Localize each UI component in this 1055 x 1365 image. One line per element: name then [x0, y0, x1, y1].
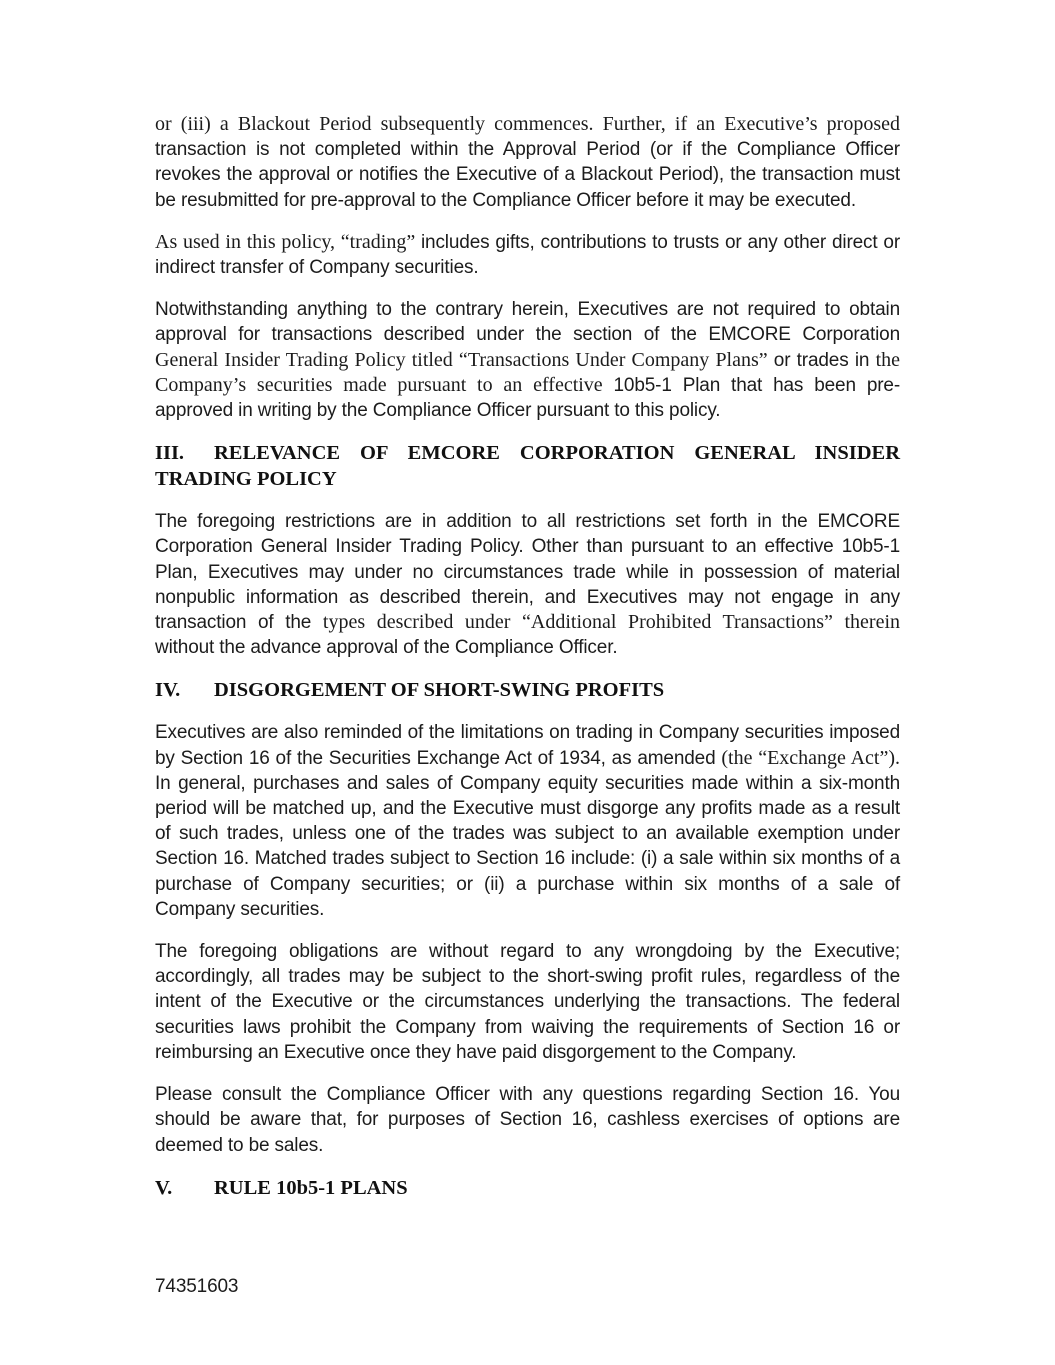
text-segment: Executives are also reminded of the limitations on trading in Company securities imposed by Section 16 of the Securities Exchange Act of 1934, as amended: [155, 722, 900, 769]
text-segment: (the “Exchange Act”).: [721, 746, 900, 769]
text-segment: without the advance approval of the Compliance Officer.: [155, 637, 618, 659]
heading-4-number: IV.: [155, 679, 181, 702]
text-segment: Please consult the Compliance Officer with any questions regarding Section 16. You should be aware that, for purposes of Section 16, cashless exercises of options are deemed to be sales.: [155, 1084, 900, 1156]
paragraph-consult-compliance-officer: [155, 1082, 900, 1158]
text-segment: the Company’s securities made pursuant to an effective: [155, 348, 900, 396]
paragraph-trading-definition: [155, 230, 900, 280]
paragraph-preapproval-exceptions: [155, 297, 900, 423]
text-segment: General Insider Trading Policy titled “Transactions Under Company Plans”: [155, 348, 774, 371]
text-segment: or (iii) a Blackout Period subsequently commences. Further, if an Executive’s proposed: [155, 113, 900, 135]
footer-document-number: 74351603: [155, 1276, 239, 1297]
text-segment: Notwithstanding anything to the contrary herein, Executives are not required to obtain approval for transactions described under the section of the EMCORE Corporation: [155, 299, 900, 346]
text-segment: As used in this policy, “trading”: [155, 230, 421, 253]
paragraph-foregoing-obligations: [155, 939, 900, 1065]
text-segment: The foregoing obligations are without regard to any wrongdoing by the Executive; accordingly, all trades may be subject to the short-swing profit rules, regardless of the intent of the Executive or the circumstances underlying the transactions. The federal securities laws prohibit the Company from waiving the requirements of Section 16 or reimbursing an Executive once they have paid disgorgement to the Company.: [155, 941, 900, 1063]
text-segment: The foregoing restrictions are in addition to all restrictions set forth in the EMCORE Corporation General Insider Trading Policy. Other than pursuant to an effective 10b5-1 Plan, Executives may under no circumstances trade while in possession of material nonpublic information as described therein, and Executives may not engage in any transaction of the: [155, 511, 900, 634]
text-segment: 10b5-1 Plan that has been pre-approved in writing by the Compliance Officer pursuant to this policy.: [155, 374, 901, 422]
heading-3-title: RELEVANCE OF EMCORE CORPORATION GENERAL INSIDER: [214, 442, 900, 465]
heading-relevance-of-general-policy: [155, 440, 900, 492]
heading-3-line-2: TRADING POLICY: [155, 468, 337, 491]
heading-5-title: RULE 10b5-1 PLANS: [214, 1176, 408, 1199]
heading-5-number: V.: [155, 1176, 173, 1199]
text-segment: includes gifts, contributions to trusts or any other direct or indirect transfer of Company securities.: [155, 231, 901, 279]
heading-disgorgement: [155, 677, 900, 703]
paragraph-approval-period-continuation: [155, 112, 900, 213]
text-segment: transaction is not completed within the Approval Period (or if the Compliance Officer revokes the approval or notifies the Executive of a Blackout Period), the transaction must be resubmitted for pre-approval to the Compliance Officer before it may be executed.: [155, 139, 900, 211]
paragraph-foregoing-restrictions: [155, 509, 900, 660]
text-segment: types described under “Additional Prohibited Transactions” therein: [322, 611, 900, 634]
heading-3-number: III.: [155, 442, 185, 465]
text-segment: or trades in: [773, 349, 876, 371]
heading-3-line-1: [155, 440, 900, 466]
text-segment: In general, purchases and sales of Company equity securities made within a six-month period will be matched up, and the Executive must disgorge any profits made as a result of such trades, unless one of the trades was subject to an available exemption under Section 16. Matched trades subject to Section 16 include: (i) a sale within six months of a purchase of Company securities; or (ii) a purchase within six months of a sale of Company securities.: [155, 772, 900, 920]
paragraph-section16-limitations: [155, 720, 900, 922]
heading-rule-10b5-1-plans: [155, 1175, 900, 1201]
heading-4-title: DISGORGEMENT OF SHORT-SWING PROFITS: [214, 679, 665, 702]
document-content: [155, 112, 900, 1218]
